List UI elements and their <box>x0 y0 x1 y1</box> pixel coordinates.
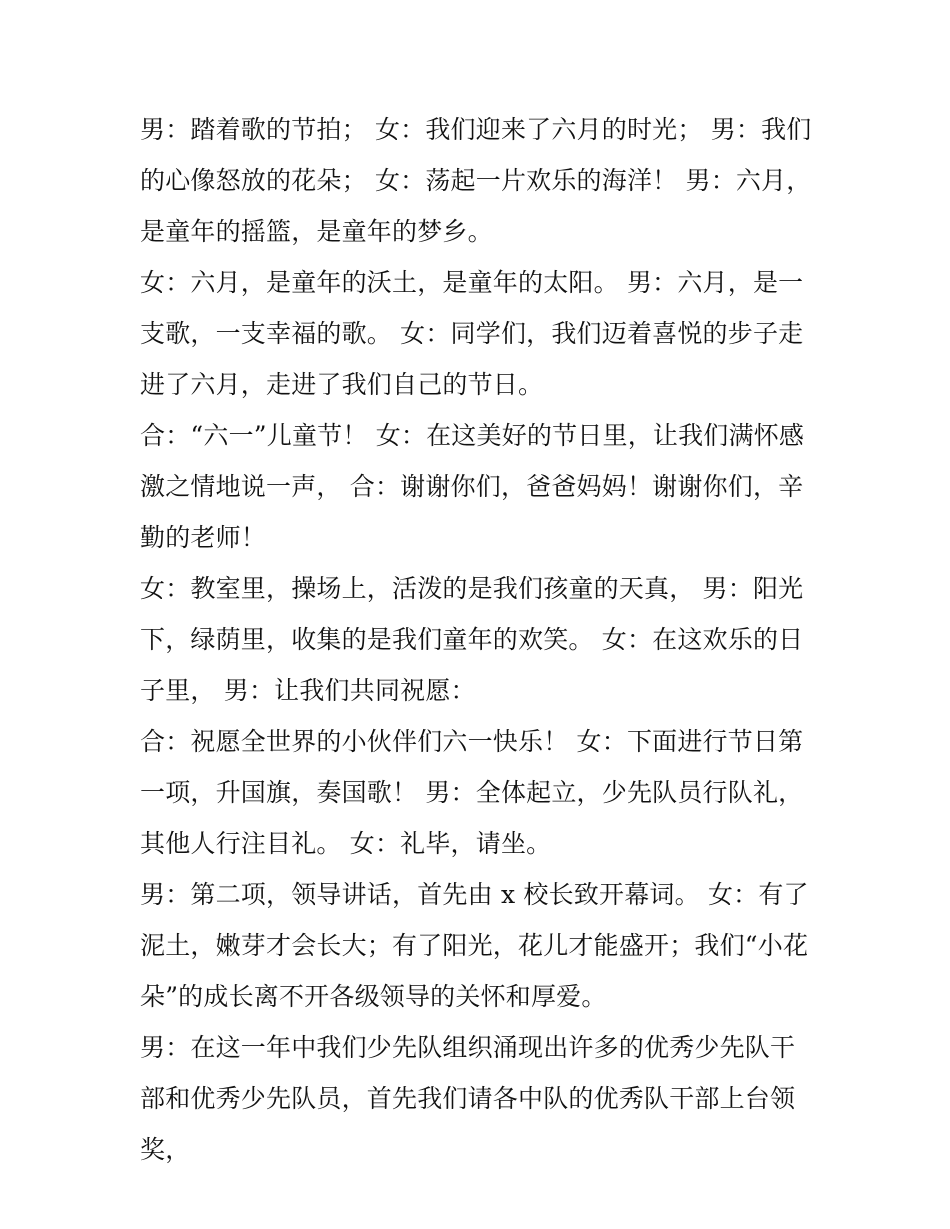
paragraph-6: 男：第二项，领导讲话，首先由 x 校长致开幕词。 女：有了泥土，嫩芽才会长大；有了阳光，花儿才能盛开；我们“小花朵”的成长离不开各级领导的关怀和厚爱。 <box>140 880 809 1011</box>
paragraph-1: 男：踏着歌的节拍； 女：我们迎来了六月的时光； 男：我们的心像怒放的花朵； 女：荡起一片欢乐的海洋！ 男：六月，是童年的摇篮，是童年的梦乡。 <box>140 115 812 246</box>
paragraph-4: 女：教室里，操场上，活泼的是我们孩童的天真， 男：阳光下，绿荫里，收集的是我们童年的欢笑。 女：在这欢乐的日子里， 男：让我们共同祝愿： <box>140 574 804 705</box>
document-body <box>140 104 820 1175</box>
paragraph-7: 男：在这一年中我们少先队组织涌现出许多的优秀少先队干部和优秀少先队员，首先我们请各中队的优秀队干部上台领奖， <box>140 1033 796 1164</box>
paragraph-5: 合：祝愿全世界的小伙伴们六一快乐！ 女：下面进行节日第一项，升国旗，奏国歌！ 男：全体起立，少先队员行队礼，其他人行注目礼。 女：礼毕，请坐。 <box>140 727 804 858</box>
paragraph-2: 女：六月，是童年的沃土，是童年的太阳。 男：六月，是一支歌，一支幸福的歌。 女：同学们，我们迈着喜悦的步子走进了六月，走进了我们自己的节日。 <box>140 268 804 399</box>
paragraph-3: 合：“六一”儿童节！ 女：在这美好的节日里，让我们满怀感激之情地说一声， 合：谢谢你们，爸爸妈妈！谢谢你们，辛勤的老师！ <box>140 421 805 552</box>
